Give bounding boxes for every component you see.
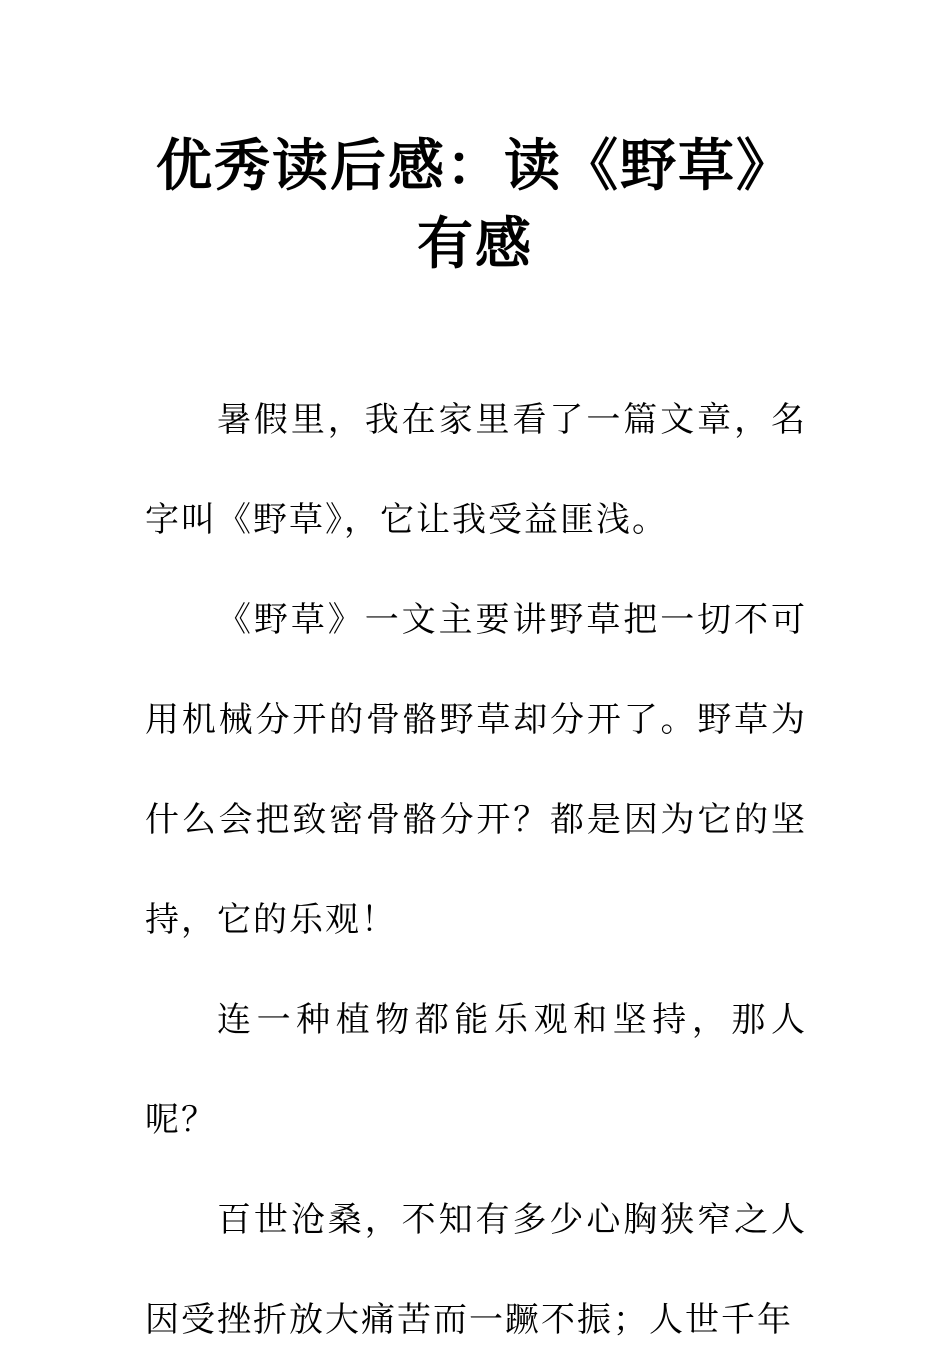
paragraph-4: 百世沧桑，不知有多少心胸狭窄之人因受挫折放大痛苦而一蹶不振；人世千年 bbox=[145, 1200, 807, 1340]
paragraph-3: 连一种植物都能乐观和坚持，那人呢？ bbox=[145, 1000, 807, 1140]
document-title: 优秀读后感：读《野草》有感 bbox=[156, 134, 794, 277]
document-body bbox=[145, 370, 807, 1370]
paragraph-2: 《野草》一文主要讲野草把一切不可用机械分开的骨骼野草却分开了。野草为什么会把致密骨骼分开？都是因为它的坚持，它的乐观！ bbox=[145, 600, 807, 940]
paragraph-1: 暑假里，我在家里看了一篇文章，名字叫《野草》，它让我受益匪浅。 bbox=[145, 400, 807, 540]
